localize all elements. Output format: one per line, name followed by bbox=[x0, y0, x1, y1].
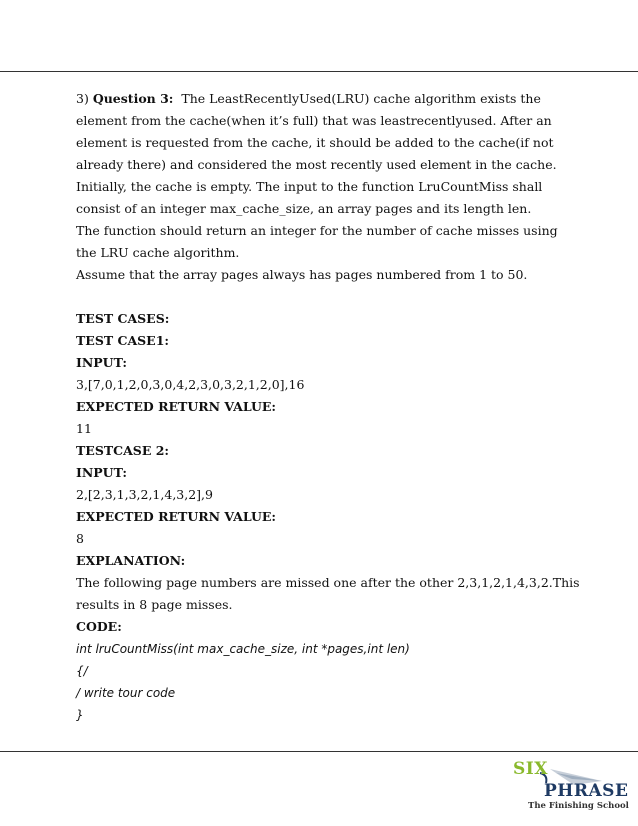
test-case-1-input-label: INPUT: bbox=[76, 355, 128, 370]
test-case-1-expected-label: EXPECTED RETURN VALUE: bbox=[76, 399, 276, 414]
test-case-2-title: TESTCASE 2: bbox=[76, 443, 170, 458]
six-phrase-logo bbox=[510, 759, 630, 817]
test-case-1-input: 3,[7,0,1,2,0,3,0,4,2,3,0,3,2,1,2,0],16 bbox=[76, 377, 305, 392]
test-case-2-expected: 8 bbox=[76, 531, 84, 546]
logo-phrase-text: PHRASE bbox=[544, 781, 629, 801]
bottom-rule bbox=[0, 751, 638, 752]
question-line: The LeastRecentlyUsed(LRU) cache algorithm exists the bbox=[181, 91, 541, 106]
question-line: element is requested from the cache, it should be added to the cache(if not bbox=[76, 135, 554, 150]
code-line: / write tour code bbox=[76, 686, 176, 700]
explanation-line: The following page numbers are missed one after the other 2,3,1,2,1,4,3,2.This bbox=[76, 575, 580, 590]
question-first-line bbox=[76, 88, 556, 110]
code-line: {/ bbox=[76, 664, 88, 678]
test-case-1-title: TEST CASE1: bbox=[76, 333, 170, 348]
question-line: Initially, the cache is empty. The input to the function LruCountMiss shall bbox=[76, 179, 543, 194]
question-line: element from the cache(when it’s full) that was leastrecentlyused. After an bbox=[76, 113, 552, 128]
document-body bbox=[76, 88, 580, 726]
top-rule bbox=[0, 71, 638, 72]
code-line: } bbox=[76, 708, 84, 722]
code-label: CODE: bbox=[76, 619, 122, 634]
test-case-2-expected-label: EXPECTED RETURN VALUE: bbox=[76, 509, 276, 524]
explanation-line: results in 8 page misses. bbox=[76, 597, 233, 612]
question-line: The function should return an integer for the number of cache misses using bbox=[76, 223, 558, 238]
explanation-label: EXPLANATION: bbox=[76, 553, 186, 568]
logo-six-text: SIX bbox=[513, 759, 548, 779]
question-line: Assume that the array pages always has pages numbered from 1 to 50. bbox=[76, 267, 528, 282]
question-line: consist of an integer max_cache_size, an array pages and its length len. bbox=[76, 201, 532, 216]
question-label: Question 3: bbox=[92, 91, 174, 106]
test-case-2-input: 2,[2,3,1,3,2,1,4,3,2],9 bbox=[76, 487, 213, 502]
logo-tagline: The Finishing School bbox=[528, 801, 629, 811]
test-case-1-expected: 11 bbox=[76, 421, 92, 436]
question-line: already there) and considered the most recently used element in the cache. bbox=[76, 157, 557, 172]
code-line: int lruCountMiss(int max_cache_size, int *pages,int len) bbox=[76, 642, 410, 656]
test-case-2-input-label: INPUT: bbox=[76, 465, 128, 480]
question-line: the LRU cache algorithm. bbox=[76, 245, 240, 260]
test-cases-heading: TEST CASES: bbox=[76, 311, 170, 326]
spacer bbox=[76, 286, 556, 308]
question-number: 3) bbox=[76, 91, 89, 106]
